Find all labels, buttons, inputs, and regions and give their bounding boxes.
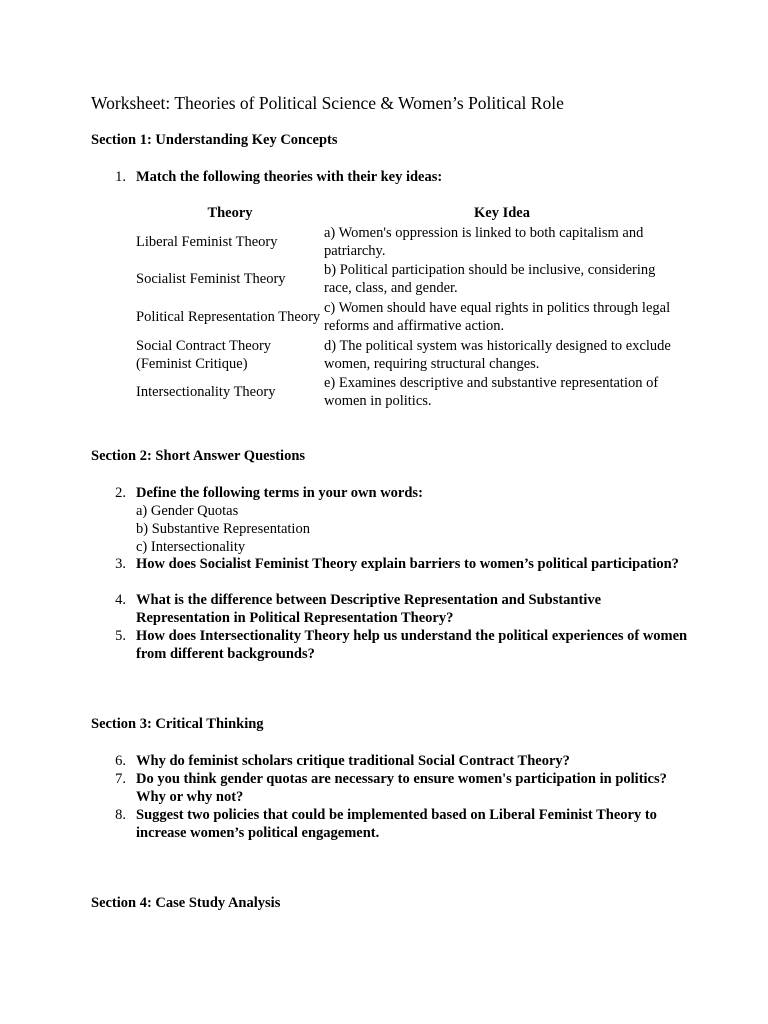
- term-item: a) Gender Quotas: [136, 503, 239, 519]
- key-idea-cell: d) The political system was historically designed to exclude women, requiring structural changes.: [324, 337, 671, 372]
- table-row: [136, 336, 680, 374]
- key-idea-cell: e) Examines descriptive and substantive representation of women in politics.: [324, 375, 659, 410]
- worksheet-title: Worksheet: Theories of Political Science & Women’s Political Role: [91, 93, 564, 113]
- question-1: [112, 168, 692, 186]
- question-4: [112, 591, 692, 627]
- question-number: 1.: [115, 169, 126, 185]
- term-item: b) Substantive Representation: [136, 521, 310, 537]
- question-number: 5.: [115, 628, 126, 644]
- table-row: [136, 373, 680, 411]
- question-number: 8.: [115, 807, 126, 823]
- question-text: Do you think gender quotas are necessary to ensure women's participation in politics? Why or why not?: [136, 771, 667, 805]
- key-idea-cell: b) Political participation should be inclusive, considering race, class, and gender.: [324, 262, 656, 297]
- section-4-heading: Section 4: Case Study Analysis: [91, 895, 281, 911]
- theory-cell: Intersectionality Theory: [136, 384, 276, 401]
- question-7: [112, 770, 692, 806]
- question-5: [112, 627, 692, 663]
- question-8: [112, 806, 692, 842]
- question-text: What is the difference between Descriptive Representation and Substantive Representation in Political Representation Theory?: [136, 592, 602, 626]
- section-1-heading: Section 1: Understanding Key Concepts: [91, 132, 338, 148]
- question-number: 7.: [115, 771, 126, 787]
- theory-cell: Political Representation Theory: [136, 308, 321, 325]
- theory-cell: Socialist Feminist Theory: [136, 271, 286, 288]
- section-3-heading: Section 3: Critical Thinking: [91, 716, 264, 732]
- question-number: 3.: [115, 556, 126, 572]
- section-2-heading: Section 2: Short Answer Questions: [91, 448, 306, 464]
- question-2: [112, 484, 692, 556]
- question-number: 6.: [115, 753, 126, 769]
- theory-cell: Social Contract Theory (Feminist Critique): [136, 337, 272, 372]
- question-text-block: [136, 484, 692, 556]
- question-text: Define the following terms in your own words:: [136, 485, 423, 501]
- key-idea-cell: a) Women's oppression is linked to both capitalism and patriarchy.: [324, 224, 644, 259]
- table-row: [136, 261, 680, 299]
- question-text: How does Intersectionality Theory help us understand the political experiences of women from different backgrounds?: [136, 628, 688, 662]
- table-row: [136, 298, 680, 336]
- question-3: [112, 555, 692, 591]
- question-text: Match the following theories with their key ideas:: [136, 169, 443, 185]
- matching-table: [136, 203, 680, 411]
- key-idea-cell: c) Women should have equal rights in politics through legal reforms and affirmative action.: [324, 299, 671, 334]
- question-number: 2.: [115, 485, 126, 501]
- table-row: [136, 223, 680, 261]
- question-text: Suggest two policies that could be implemented based on Liberal Feminist Theory to increase women’s political engagement.: [136, 807, 657, 841]
- question-6: [112, 752, 692, 770]
- table-header-theory: Theory: [207, 204, 253, 221]
- question-text: Why do feminist scholars critique traditional Social Contract Theory?: [136, 753, 570, 769]
- question-text: How does Socialist Feminist Theory explain barriers to women’s political participation?: [136, 556, 679, 572]
- question-number: 4.: [115, 592, 126, 608]
- table-header-key-idea: Key Idea: [474, 204, 530, 221]
- theory-cell: Liberal Feminist Theory: [136, 233, 278, 250]
- term-item: c) Intersectionality: [136, 539, 246, 555]
